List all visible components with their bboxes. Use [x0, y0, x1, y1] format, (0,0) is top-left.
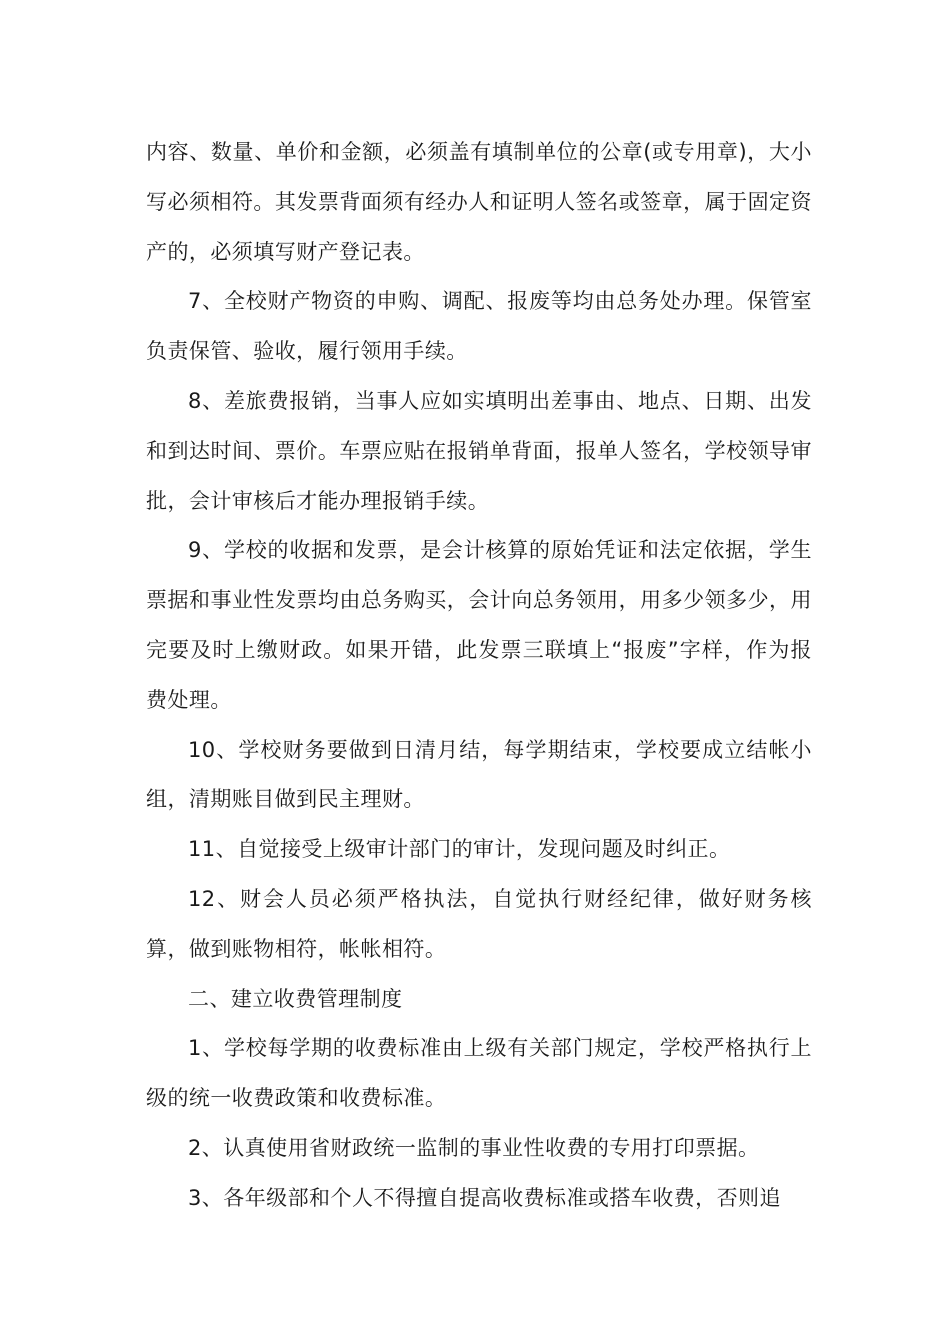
paragraph-item-7: 7、全校财产物资的申购、调配、报废等均由总务处办理。保管室负责保管、验收，履行领用手续。	[146, 289, 812, 364]
paragraph-continuation: 内容、数量、单价和金额，必须盖有填制单位的公章(或专用章)，大小写必须相符。其发票背面须有经办人和证明人签名或签章，属于固定资产的，必须填写财产登记表。	[146, 140, 812, 264]
paragraph-item-12: 12、财会人员必须严格执法，自觉执行财经纪律，做好财务核算，做到账物相符，帐帐相符。	[146, 886, 812, 961]
paragraph-fee-item-2: 2、认真使用省财政统一监制的事业性收费的专用打印票据。	[188, 1135, 760, 1160]
paragraph-item-11: 11、自觉接受上级审计部门的审计，发现问题及时纠正。	[188, 837, 731, 862]
paragraph-item-10: 10、学校财务要做到日清月结，每学期结束，学校要成立结帐小组，清期账目做到民主理财。	[146, 737, 812, 812]
section-heading-fee-management: 二、建立收费管理制度	[188, 986, 403, 1011]
document-body	[146, 128, 812, 1224]
paragraph-fee-item-3: 3、各年级部和个人不得擅自提高收费标准或搭车收费，否则追	[188, 1185, 781, 1210]
paragraph-fee-item-1: 1、学校每学期的收费标准由上级有关部门规定，学校严格执行上级的统一收费政策和收费标准。	[146, 1036, 812, 1111]
paragraph-item-8: 8、差旅费报销，当事人应如实填明出差事由、地点、日期、出发和到达时间、票价。车票应贴在报销单背面，报单人签名，学校领导审批，会计审核后才能办理报销手续。	[146, 388, 812, 513]
paragraph-item-9: 9、学校的收据和发票，是会计核算的原始凭证和法定依据，学生票据和事业性发票均由总务购买，会计向总务领用，用多少领多少，用完要及时上缴财政。如果开错，此发票三联填上“报废”字样，作为报费处理。	[146, 538, 812, 712]
